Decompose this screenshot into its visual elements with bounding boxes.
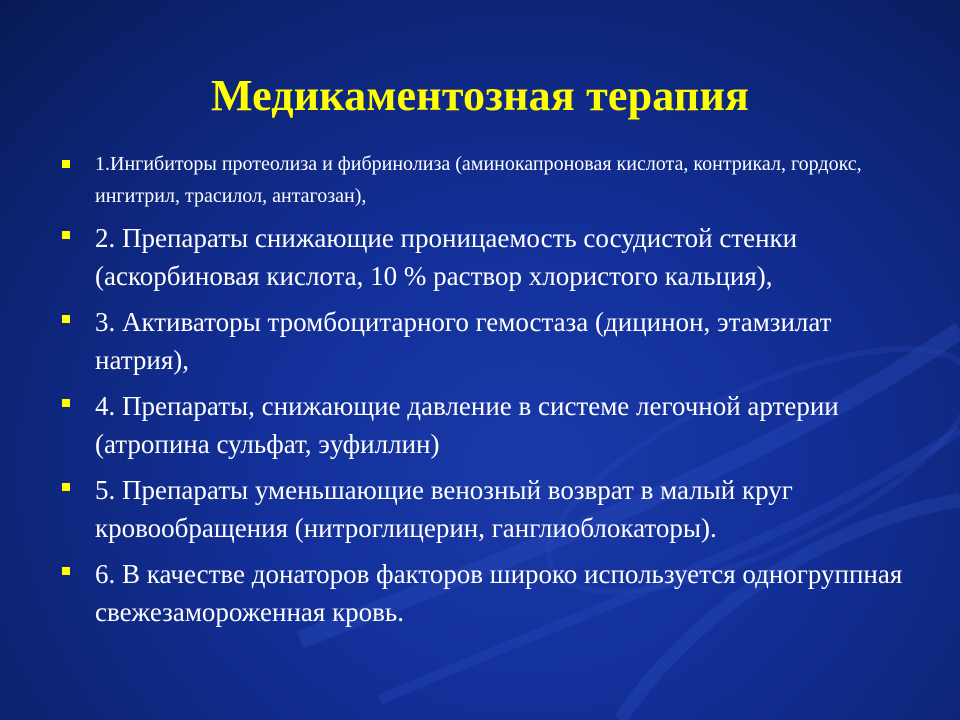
list-item-text: 1.Ингибиторы протеолиза и фибринолиза (аминокапроновая кислота, контрикал, гордокс, ингитрил, трасилол, антагозан), [95, 153, 862, 207]
list-item [58, 219, 918, 295]
list-item [58, 148, 918, 212]
list-item-text: 3. Активаторы тромбоцитарного гемостаза (дицинон, этамзилат натрия), [95, 307, 832, 375]
square-bullet-icon [62, 315, 70, 323]
list-item [58, 471, 918, 547]
list-item [58, 303, 918, 379]
square-bullet-icon [62, 567, 70, 575]
square-bullet-icon [62, 160, 70, 168]
list-item [58, 555, 918, 631]
list-item-text: 2. Препараты снижающие проницаемость сосудистой стенки (аскорбиновая кислота, 10 % раствор хлористого кальция), [95, 223, 798, 291]
square-bullet-icon [62, 231, 70, 239]
list-item [58, 387, 918, 463]
square-bullet-icon [62, 483, 70, 491]
bullet-list [58, 148, 918, 639]
list-item-text: 6. В качестве донаторов факторов широко используется одногруппная свежезамороженная кровь. [95, 559, 903, 627]
list-item-text: 4. Препараты, снижающие давление в системе легочной артерии (атропина сульфат, эуфиллин) [95, 391, 839, 459]
list-item-text: 5. Препараты уменьшающие венозный возврат в малый круг кровообращения (нитроглицерин, ганглиоблокаторы). [95, 475, 793, 543]
slide-title: Медикаментозная терапия [210, 71, 750, 120]
square-bullet-icon [62, 399, 70, 407]
